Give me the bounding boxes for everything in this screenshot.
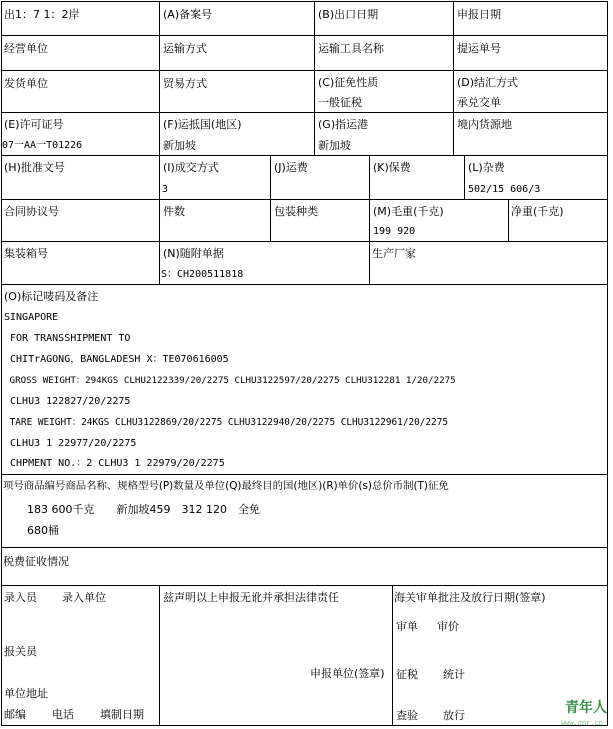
cell-shipper bbox=[1, 70, 160, 113]
declaration-text: 兹声明以上申报无讹并承担法律责任 bbox=[163, 591, 339, 604]
cell-trade-mode bbox=[159, 70, 315, 113]
items-line-1: 183 600千克 新加坡459 312 120 全免 bbox=[27, 503, 260, 516]
items-line-2: 680桶 bbox=[27, 524, 59, 537]
cell-operator bbox=[1, 35, 160, 71]
insurance-label: (K)保费 bbox=[373, 161, 411, 174]
review-label: 审单 bbox=[396, 620, 418, 633]
transport-name-label: 运输工具名称 bbox=[318, 42, 384, 55]
cell-settlement bbox=[453, 70, 608, 113]
license-label: (E)许可证号 bbox=[4, 118, 64, 131]
dest-country-label: (F)运抵国(地区) bbox=[163, 118, 242, 131]
gross-weight-value: 199 920 bbox=[373, 226, 416, 237]
postcode-label: 邮编 bbox=[4, 708, 26, 721]
marks-label: (O)标记唛码及备注 bbox=[4, 290, 99, 303]
deal-mode-value: 3 bbox=[162, 184, 169, 195]
marks-line: SINGAPORE bbox=[4, 312, 59, 323]
bill-no-label: 提运单号 bbox=[457, 42, 501, 55]
export-date-label: (B)出口日期 bbox=[318, 8, 379, 21]
cell-manufacturer bbox=[369, 241, 608, 285]
cell-marks bbox=[1, 284, 608, 475]
cell-export-date bbox=[314, 1, 454, 36]
trade-mode-label: 贸易方式 bbox=[163, 77, 207, 90]
contract-label: 合同协议号 bbox=[4, 205, 59, 218]
freight-label: (J)运费 bbox=[274, 161, 308, 174]
port-dest-label: (G)指运港 bbox=[318, 118, 369, 131]
watermark-url: www.qnr.cn bbox=[560, 719, 603, 727]
customs-approval-label: 海关审单批注及放行日期(签章) bbox=[394, 591, 546, 604]
declare-unit-sign-label: 申报单位(签章) bbox=[310, 667, 385, 680]
phone-label: 电话 bbox=[52, 708, 74, 721]
cell-misc-fee bbox=[464, 155, 608, 200]
dest-country-value: 新加坡 bbox=[163, 139, 196, 152]
marks-line: CHPMENT NO.：2 CLHU3 1 22979/20/2275 bbox=[4, 458, 225, 469]
cell-tax-status bbox=[1, 547, 608, 586]
cell-transport-mode bbox=[159, 35, 315, 71]
cell-contract bbox=[1, 199, 160, 242]
misc-fee-label: (L)杂费 bbox=[468, 161, 505, 174]
container-label: 集装箱号 bbox=[4, 247, 48, 260]
cell-dest-country bbox=[159, 112, 315, 156]
port-dest-value: 新加坡 bbox=[318, 139, 351, 152]
port-label: 出1：7 1：2岸 bbox=[4, 8, 80, 21]
cell-approval bbox=[1, 155, 160, 200]
transport-mode-label: 运输方式 bbox=[163, 42, 207, 55]
cell-record-no bbox=[159, 1, 315, 36]
cell-package bbox=[270, 199, 370, 242]
tax-label: 征税 bbox=[396, 668, 418, 681]
cell-port bbox=[1, 1, 160, 36]
cell-documents bbox=[159, 241, 370, 285]
watermark-logo: 青年人 bbox=[565, 700, 607, 716]
audit-price-label: 审价 bbox=[437, 620, 459, 633]
inspection-label: 查验 bbox=[396, 709, 418, 722]
shipper-label: 发货单位 bbox=[4, 77, 48, 90]
cell-container bbox=[1, 241, 160, 285]
license-value: 07一AA一T01226 bbox=[2, 140, 83, 151]
cell-license bbox=[1, 112, 160, 156]
cell-insurance bbox=[369, 155, 465, 200]
gross-weight-label: (M)毛重(千克) bbox=[373, 205, 444, 218]
marks-line: CLHU3 122827/20/2275 bbox=[4, 396, 131, 407]
marks-line: CHITrAGONG，BANGLADESH X：TE070616005 bbox=[4, 354, 229, 365]
unit-address-label: 单位地址 bbox=[4, 687, 48, 700]
tax-nature-value: 一般征税 bbox=[318, 96, 362, 109]
misc-fee-value: 502/15 606/3 bbox=[468, 184, 541, 195]
cell-items bbox=[1, 474, 608, 548]
marks-line: TARE WEIGHT：24KGS CLHU3122869/20/2275 CLHU3122940/20/2275 CLHU3122961/20/2275 bbox=[4, 417, 448, 428]
cell-declare-date bbox=[453, 1, 608, 36]
cell-domestic-source bbox=[453, 112, 608, 156]
approval-label: (H)批准文号 bbox=[4, 161, 65, 174]
cell-deal-mode bbox=[159, 155, 271, 200]
cell-transport-name bbox=[314, 35, 454, 71]
cell-declaration bbox=[159, 585, 393, 726]
net-weight-label: 净重(千克) bbox=[511, 205, 564, 218]
entry-clerk-label: 录入员 bbox=[4, 591, 37, 604]
declare-date-label: 申报日期 bbox=[457, 8, 501, 21]
cell-port-dest bbox=[314, 112, 454, 156]
settlement-value: 承兑交单 bbox=[457, 96, 501, 109]
fill-date-label: 填制日期 bbox=[100, 708, 144, 721]
documents-label: (N)随附单据 bbox=[163, 247, 224, 260]
settlement-label: (D)结汇方式 bbox=[457, 76, 519, 89]
tax-nature-label: (C)征免性质 bbox=[318, 76, 379, 89]
customs-declaration-form bbox=[2, 2, 608, 727]
entry-unit-label: 录入单位 bbox=[62, 591, 106, 604]
cell-bill-no bbox=[453, 35, 608, 71]
documents-value: S：CH200511818 bbox=[161, 269, 244, 280]
release-label: 放行 bbox=[443, 709, 465, 722]
declarant-label: 报关员 bbox=[4, 645, 37, 658]
deal-mode-label: (I)成交方式 bbox=[163, 161, 219, 174]
cell-pieces bbox=[159, 199, 271, 242]
cell-tax-nature bbox=[314, 70, 454, 113]
manufacturer-label: 生产厂家 bbox=[372, 247, 416, 260]
marks-line: CLHU3 1 22977/20/2275 bbox=[4, 438, 137, 449]
record-no-label: (A)备案号 bbox=[163, 8, 213, 21]
package-label: 包装种类 bbox=[274, 205, 318, 218]
marks-line: FOR TRANSSHIPMENT TO bbox=[4, 333, 131, 344]
cell-net-weight bbox=[508, 199, 608, 242]
operator-label: 经营单位 bbox=[4, 42, 48, 55]
marks-line: GROSS WEIGHT：294KGS CLHU2122339/20/2275 CLHU3122597/20/2275 CLHU312281 1/20/2275 bbox=[4, 375, 456, 386]
tax-status-label: 税费征收情况 bbox=[3, 555, 69, 568]
statistics-label: 统计 bbox=[443, 668, 465, 681]
items-header: 项号商品编号商品名称、规格型号(P)数量及单位(Q)最终目的国(地区)(R)单价(s)总价币制(T)征免 bbox=[3, 480, 449, 492]
pieces-label: 件数 bbox=[163, 205, 185, 218]
cell-gross-weight bbox=[369, 199, 509, 242]
cell-freight bbox=[270, 155, 370, 200]
domestic-source-label: 境内货源地 bbox=[457, 118, 512, 131]
